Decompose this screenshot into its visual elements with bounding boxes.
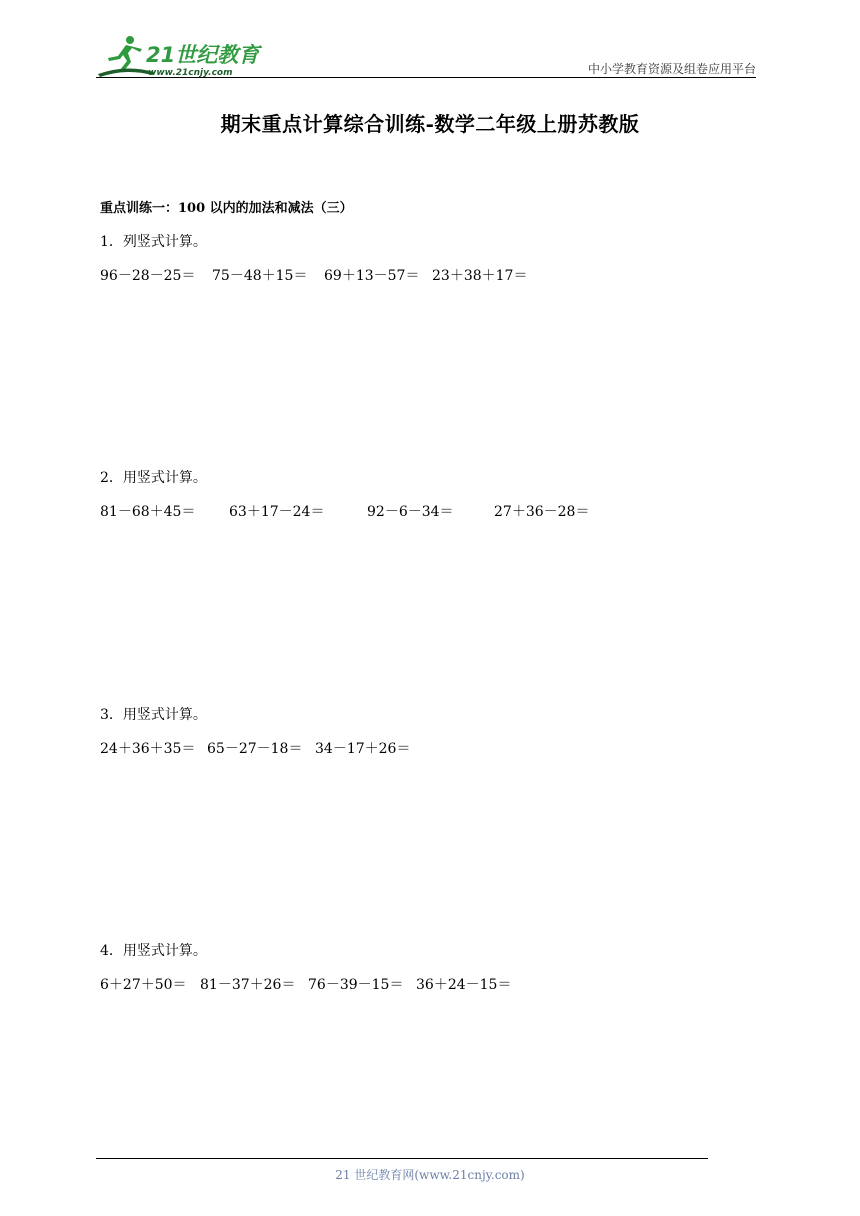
svg-text:21世纪教育: 21世纪教育 <box>146 43 260 67</box>
svg-text:www.21cnjy.com: www.21cnjy.com <box>148 68 233 78</box>
expression: 24＋36＋35＝ <box>100 741 196 757</box>
question-3-label: 3．用竖式计算。 <box>100 707 207 723</box>
footer-link[interactable]: 21 世纪教育网(www.21cnjy.com) <box>335 1168 525 1182</box>
expression: 63＋17－24＝ <box>229 504 325 520</box>
expression: 76－39－15＝ <box>308 977 404 993</box>
expression: 69＋13－57＝ <box>324 268 420 284</box>
expression: 81－68＋45＝ <box>100 504 196 520</box>
expression: 36＋24－15＝ <box>416 977 512 993</box>
logo-21cnjy <box>96 34 266 78</box>
expression: 6＋27＋50＝ <box>100 977 187 993</box>
expression: 96－28－25＝ <box>100 268 196 284</box>
header-tagline: 中小学教育资源及组卷应用平台 <box>587 62 756 76</box>
expression: 23＋38＋17＝ <box>432 268 528 284</box>
expression: 81－37＋26＝ <box>200 977 296 993</box>
header-divider <box>96 77 756 78</box>
page-header <box>96 30 756 80</box>
expression: 65－27－18＝ <box>207 741 303 757</box>
question-1-label: 1．列竖式计算。 <box>100 234 207 250</box>
page-title: 期末重点计算综合训练-数学二年级上册苏教版 <box>220 112 640 136</box>
footer-divider <box>96 1158 708 1159</box>
expression: 27＋36－28＝ <box>494 504 590 520</box>
expression: 92－6－34＝ <box>367 504 454 520</box>
question-4-label: 4．用竖式计算。 <box>100 943 207 959</box>
expression: 75－48＋15＝ <box>212 268 308 284</box>
question-2-label: 2．用竖式计算。 <box>100 470 207 486</box>
section-heading: 重点训练一：100 以内的加法和减法（三） <box>100 201 353 216</box>
expression: 34－17＋26＝ <box>315 741 411 757</box>
